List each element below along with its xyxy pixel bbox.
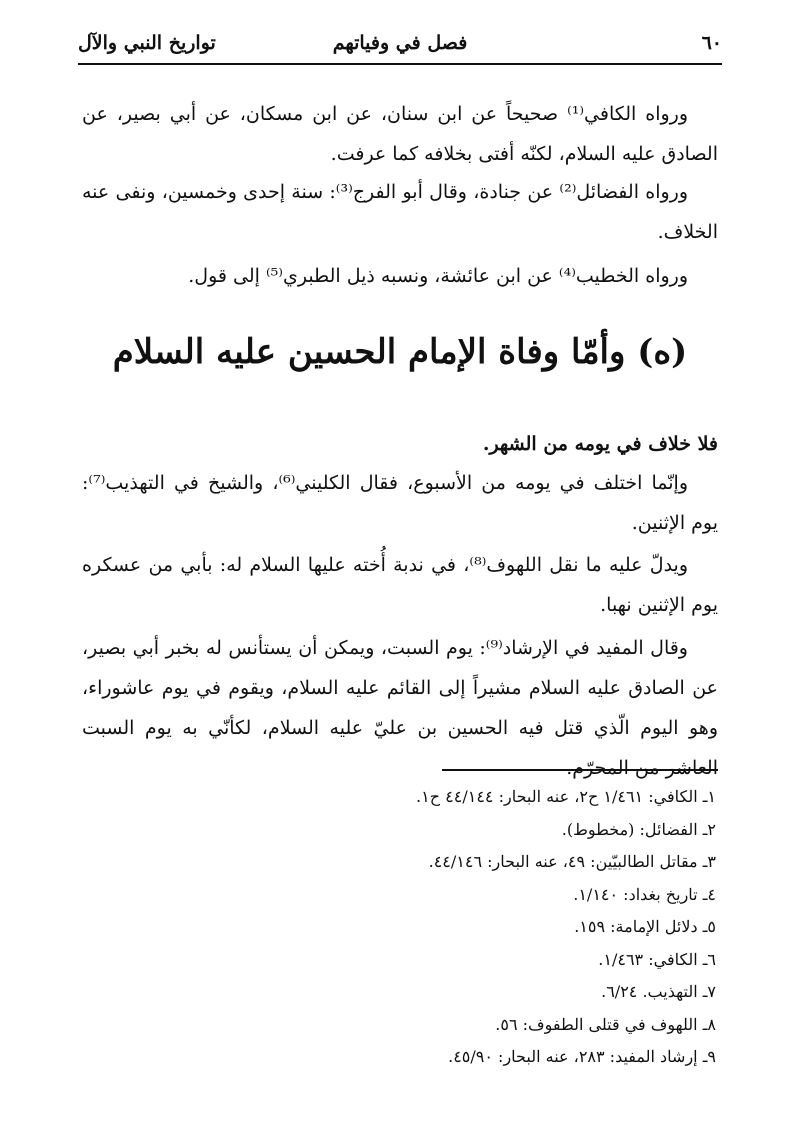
running-header [78,28,722,62]
footnote-item: ٢ـ الفضائل: (مخطوط). [561,819,716,839]
footnote-item: ٨ـ اللهوف في قتلى الطفوف: ٥٦. [495,1014,716,1034]
paragraph-kafi: ورواه الكافي⁽¹⁾ صحيحاً عن ابن سنان، عن ابن مسكان، عن أبي بصير، عن الصادق عليه السلام، لكنّه أفتى بخلافه كما عرفت. [82,103,718,165]
paragraph-khatib: ورواه الخطيب⁽⁴⁾ عن ابن عائشة، ونسبه ذيل الطبري⁽⁵⁾ إلى قول. [188,265,688,287]
chapter-title: فصل في وفياتهم [332,32,468,54]
footnote-item: ١ـ الكافي: ١/٤٦١ ح٢، عنه البحار: ٤٤/١٤٤ ح١. [416,787,716,806]
paragraph-luhuf: ويدلّ عليه ما نقل اللهوف⁽⁸⁾، في ندبة أُخته عليها السلام له: بأبي من عسكره يوم الإثنين نهبا. [82,554,718,616]
paragraph-lead: فلا خلاف في يومه من الشهر. [482,433,718,455]
footnote-item: ٦ـ الكافي: ١/٤٦٣. [598,949,716,969]
section-heading: (ه) وأمّا وفاة الإمام الحسين عليه السلام [112,332,688,372]
paragraph-fadail: ورواه الفضائل⁽²⁾ عن جنادة، وقال أبو الفرج⁽³⁾: سنة إحدى وخمسين، ونفى عنه الخلاف. [82,181,718,243]
paragraph-weekday: وإنّما اختلف في يومه من الأسبوع، فقال الكليني⁽⁶⁾، والشيخ في التهذيب⁽⁷⁾: يوم الإثنين. [82,472,718,534]
footnote-item: ٣ـ مقاتل الطالبيّين: ٤٩، عنه البحار: ٤٤/١٤٦. [428,852,716,871]
page-number: ٦٠ [701,32,722,54]
footnote-item: ٩ـ إرشاد المفيد: ٢٨٣، عنه البحار: ٤٥/٩٠. [448,1047,716,1066]
header-divider [78,63,722,65]
footnote-divider [442,769,718,771]
book-title: تواريخ النبي والآل [78,32,216,54]
footnote-item: ٧ـ التهذيب. ٦/٢٤. [601,982,716,1001]
footnote-list [300,781,716,1074]
footnote-item: ٥ـ دلائل الإمامة: ١٥٩. [574,917,716,936]
footnote-item: ٤ـ تاريخ بغداد: ١/١٤٠. [573,884,716,904]
paragraph-irshad: وقال المفيد في الإرشاد⁽⁹⁾: يوم السبت، ويمكن أن يستأنس له بخبر أبي بصير، عن الصادق عليه السلام مشيراً إلى القائم عليه السلام، ويقوم في يوم عاشوراء، وهو اليوم الّذي قتل فيه الحسين بن عليّ عليه السلام، لكأنّي به يوم السبت العاشر من المحرّم. [82,637,718,779]
